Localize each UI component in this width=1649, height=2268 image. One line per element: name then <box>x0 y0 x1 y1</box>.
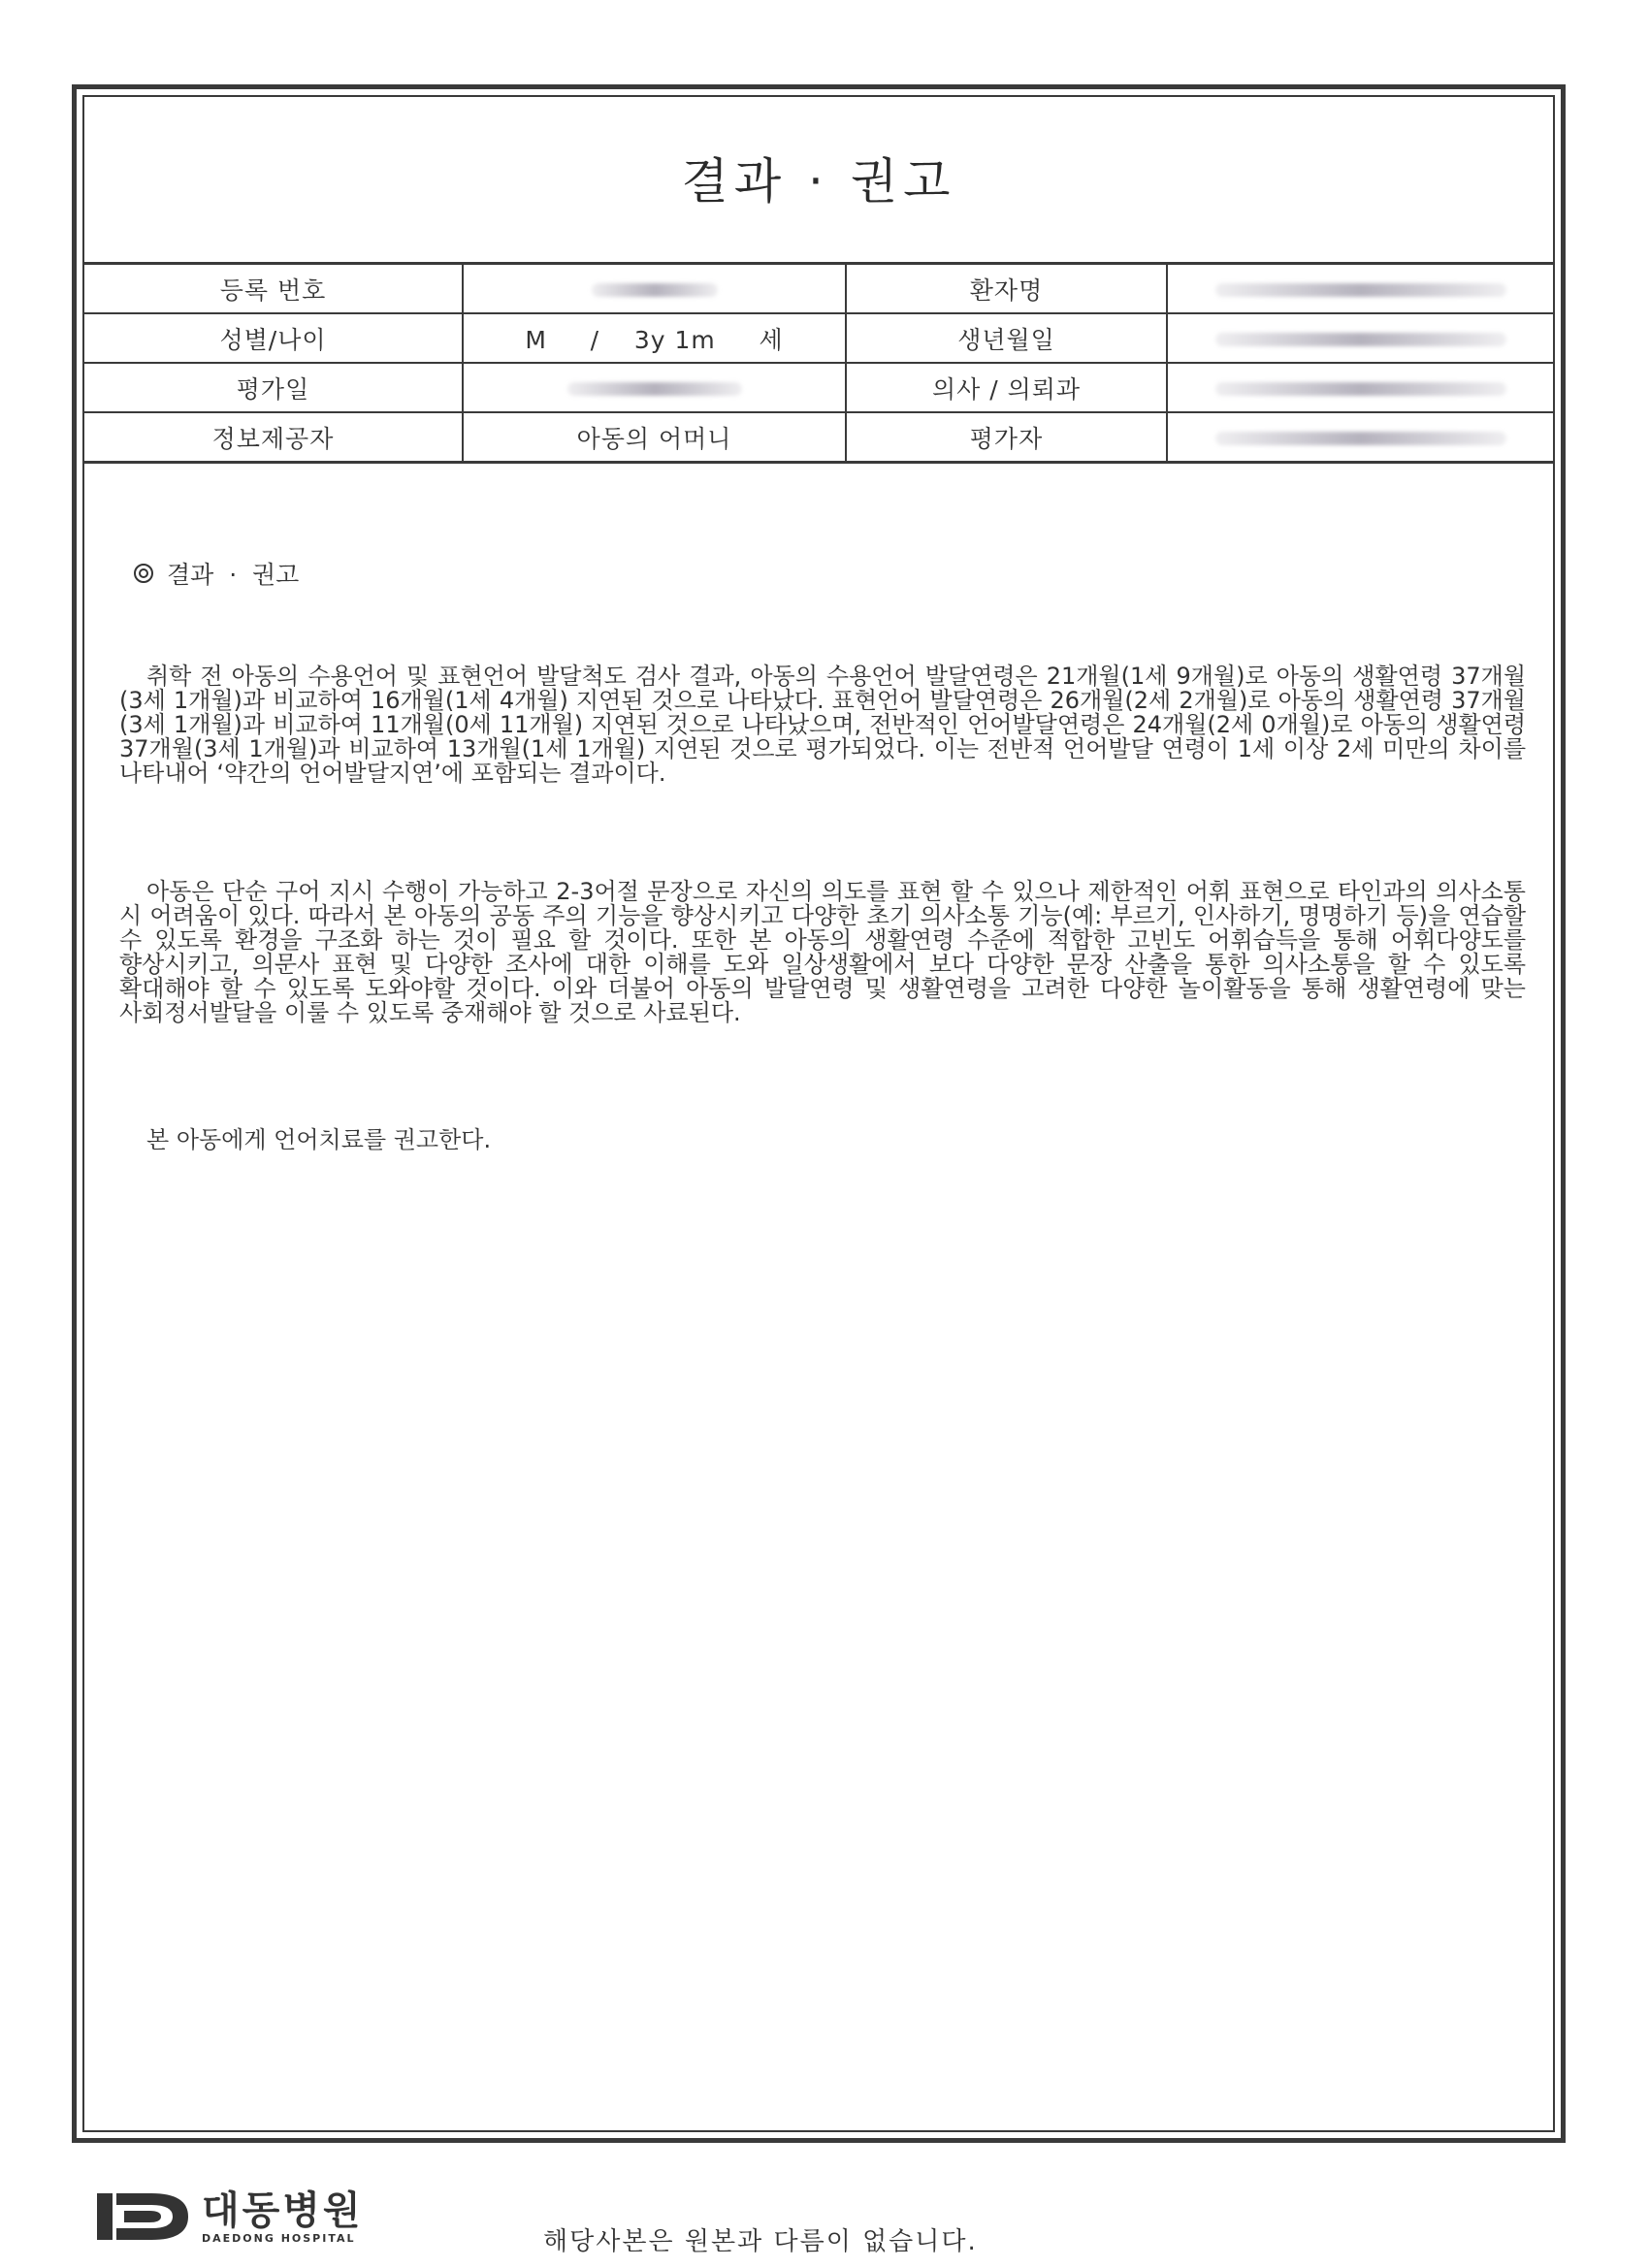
evaluator-value <box>1167 412 1553 463</box>
patient-name-label: 환자명 <box>846 264 1167 314</box>
informant-value: 아동의 어머니 <box>463 412 846 463</box>
double-circle-icon <box>134 564 153 583</box>
copy-certification-note: 해당사본은 원본과 다름이 없습니다. <box>543 2227 978 2256</box>
registration-no-label: 등록 번호 <box>84 264 463 314</box>
table-row <box>84 412 1553 463</box>
hospital-name-en: DAEDONG HOSPITAL <box>202 2231 356 2245</box>
recommendation-paragraph: 아동은 단순 구어 지시 수행이 가능하고 2-3어절 문장으로 자신의 의도를 표현 할 수 있으나 제한적인 어휘 표현으로 타인과의 의사소통 시 어려움이 있다. 따라서 본 아동의 공동 주의 기능을 향상시키고 다양한 초기 의사소통 기능(예: 부르기, 인사하기, 명명하기 등)을 연습할 수 있도록 환경을 구조화 하는 것이 필요 할 것이다. 또한 본 아동의 생활연령 수준에 적합한 고빈도 어휘습득을 통해 어휘다양도를 향상시키고, 의문사 표현 및 다양한 조사에 대한 이해를 도와 일상생활에서 보다 다양한 문장 산출을 통한 의사소통을 할 수 있도록 확대해야 할 수 있도록 도와야할 것이다. 이와 더불어 아동의 발달연령 및 생활연령을 고려한 다양한 놀이활동을 통해 생활연령에 맞는 사회정서발달을 이룰 수 있도록 중재해야 할 것으로 사료된다. <box>119 878 1526 1026</box>
result-paragraph: 취학 전 아동의 수용언어 및 표현언어 발달척도 검사 결과, 아동의 수용언어 발달연령은 21개월(1세 9개월)로 아동의 생활연령 37개월(3세 1개월)과 비교하여 16개월(1세 4개월) 지연된 것으로 나타났다. 표현언어 발달연령은 26개월(2세 2개월)로 아동의 생활연령 37개월(3세 1개월)과 비교하여 11개월(0세 11개월) 지연된 것으로 나타났으며, 전반적인 언어발달연령은 24개월(2세 0개월)로 아동의 생활연령 37개월(3세 1개월)과 비교하여 13개월(1세 1개월) 지연된 것으로 평가되었다. 이는 전반적 언어발달 연령이 1세 이상 2세 미만의 차이를 나타내어 ‘약간의 언어발달지연’에 포함되는 결과이다. <box>119 663 1526 787</box>
registration-no-value <box>463 264 846 314</box>
informant-label: 정보제공자 <box>84 412 463 463</box>
birth-date-value <box>1167 313 1553 363</box>
conclusion-paragraph: 본 아동에게 언어치료를 권고한다. <box>146 1126 492 1153</box>
redacted-eval-date <box>567 382 742 396</box>
document-title: 결과 · 권고 <box>681 153 956 210</box>
redacted-doctor-dept <box>1215 382 1506 396</box>
redacted-registration-no <box>592 283 718 297</box>
sex-age-value: M / 3y 1m 세 <box>463 313 846 363</box>
evaluator-label: 평가자 <box>846 412 1167 463</box>
table-row <box>84 313 1553 363</box>
eval-date-label: 평가일 <box>84 363 463 412</box>
sex-age-label: 성별/나이 <box>84 313 463 363</box>
patient-name-value <box>1167 264 1553 314</box>
patient-info-table <box>84 262 1553 464</box>
section-heading-text: 결과 · 권고 <box>167 561 300 589</box>
hospital-emblem-icon <box>95 2187 192 2246</box>
eval-date-value <box>463 363 846 412</box>
hospital-name: 대동병원 <box>202 2187 364 2233</box>
redacted-evaluator <box>1215 432 1506 445</box>
birth-date-label: 생년월일 <box>846 313 1167 363</box>
redacted-patient-name <box>1215 283 1506 297</box>
table-row <box>84 363 1553 412</box>
hospital-logo <box>95 2187 364 2246</box>
section-heading <box>134 556 299 591</box>
redacted-birth-date <box>1215 333 1506 346</box>
doctor-dept-label: 의사 / 의뢰과 <box>846 363 1167 412</box>
table-row <box>84 264 1553 314</box>
doctor-dept-value <box>1167 363 1553 412</box>
